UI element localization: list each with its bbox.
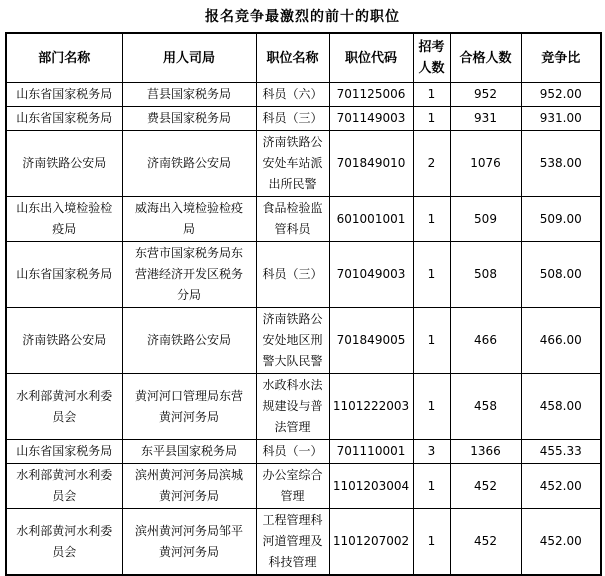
table-cell: 1	[413, 197, 450, 242]
column-header: 职位名称	[256, 33, 329, 83]
table-cell: 办公室综合管理	[256, 464, 329, 509]
table-cell: 威海出入境检验检疫局	[122, 197, 256, 242]
table-cell: 701125006	[329, 83, 413, 107]
table-cell: 科员（六）	[256, 83, 329, 107]
table-row	[6, 83, 601, 107]
table-cell: 山东省国家税务局	[6, 107, 122, 131]
table-cell: 508	[450, 242, 521, 308]
table-cell: 452.00	[521, 509, 601, 576]
table-cell: 滨州黄河河务局邹平黄河河务局	[122, 509, 256, 576]
table-cell: 1	[413, 83, 450, 107]
table-cell: 1101222003	[329, 374, 413, 440]
table-row	[6, 374, 601, 440]
positions-table	[5, 32, 602, 576]
table-cell: 701849010	[329, 131, 413, 197]
table-cell: 1	[413, 107, 450, 131]
table-cell: 1	[413, 464, 450, 509]
table-cell: 东平县国家税务局	[122, 440, 256, 464]
table-cell: 3	[413, 440, 450, 464]
table-row	[6, 509, 601, 576]
table-cell: 2	[413, 131, 450, 197]
table-cell: 莒县国家税务局	[122, 83, 256, 107]
page-title: 报名竞争最激烈的前十的职位	[205, 9, 400, 25]
table-cell: 466.00	[521, 308, 601, 374]
table-cell: 701849005	[329, 308, 413, 374]
table-cell: 济南铁路公安处车站派出所民警	[256, 131, 329, 197]
table-cell: 601001001	[329, 197, 413, 242]
table-cell: 1	[413, 308, 450, 374]
table-row	[6, 464, 601, 509]
table-row	[6, 131, 601, 197]
table-cell: 458.00	[521, 374, 601, 440]
table-cell: 费县国家税务局	[122, 107, 256, 131]
table-cell: 952.00	[521, 83, 601, 107]
table-cell: 1	[413, 242, 450, 308]
table-cell: 科员（三）	[256, 107, 329, 131]
table-cell: 452.00	[521, 464, 601, 509]
table-cell: 1366	[450, 440, 521, 464]
table-cell: 黄河河口管理局东营黄河河务局	[122, 374, 256, 440]
column-header: 合格人数	[450, 33, 521, 83]
table-cell: 水利部黄河水利委员会	[6, 509, 122, 576]
table-cell: 701049003	[329, 242, 413, 308]
table-cell: 济南铁路公安局	[122, 131, 256, 197]
table-cell: 科员（一）	[256, 440, 329, 464]
table-cell: 水利部黄河水利委员会	[6, 374, 122, 440]
table-cell: 509	[450, 197, 521, 242]
column-header: 竞争比	[521, 33, 601, 83]
table-cell: 466	[450, 308, 521, 374]
table-cell: 538.00	[521, 131, 601, 197]
table-cell: 701149003	[329, 107, 413, 131]
table-cell: 509.00	[521, 197, 601, 242]
table-cell: 508.00	[521, 242, 601, 308]
table-body	[6, 83, 601, 576]
table-cell: 山东省国家税务局	[6, 242, 122, 308]
table-cell: 济南铁路公安处地区刑警大队民警	[256, 308, 329, 374]
table-cell: 水政科水法规建设与普法管理	[256, 374, 329, 440]
table-cell: 山东省国家税务局	[6, 440, 122, 464]
table-cell: 1	[413, 374, 450, 440]
table-row	[6, 197, 601, 242]
table-cell: 1076	[450, 131, 521, 197]
table-row	[6, 242, 601, 308]
table-cell: 东营市国家税务局东营港经济开发区税务分局	[122, 242, 256, 308]
table-cell: 455.33	[521, 440, 601, 464]
table-row	[6, 440, 601, 464]
table-cell: 452	[450, 464, 521, 509]
column-header: 招考人数	[413, 33, 450, 83]
column-header: 职位代码	[329, 33, 413, 83]
table-cell: 931.00	[521, 107, 601, 131]
table-cell: 济南铁路公安局	[122, 308, 256, 374]
header-row	[6, 33, 601, 83]
table-cell: 山东出入境检验检疫局	[6, 197, 122, 242]
table-cell: 952	[450, 83, 521, 107]
table-cell: 1	[413, 509, 450, 576]
table-row	[6, 107, 601, 131]
table-cell: 452	[450, 509, 521, 576]
table-cell: 工程管理科河道管理及科技管理	[256, 509, 329, 576]
table-cell: 1101207002	[329, 509, 413, 576]
table-cell: 1101203004	[329, 464, 413, 509]
column-header: 部门名称	[6, 33, 122, 83]
table-cell: 济南铁路公安局	[6, 131, 122, 197]
table-cell: 滨州黄河河务局滨城黄河河务局	[122, 464, 256, 509]
table-row	[6, 308, 601, 374]
table-cell: 食品检验监管科员	[256, 197, 329, 242]
table-cell: 458	[450, 374, 521, 440]
table-cell: 山东省国家税务局	[6, 83, 122, 107]
table-cell: 701110001	[329, 440, 413, 464]
table-cell: 科员（三）	[256, 242, 329, 308]
table-cell: 济南铁路公安局	[6, 308, 122, 374]
table-cell: 931	[450, 107, 521, 131]
column-header: 用人司局	[122, 33, 256, 83]
table-cell: 水利部黄河水利委员会	[6, 464, 122, 509]
